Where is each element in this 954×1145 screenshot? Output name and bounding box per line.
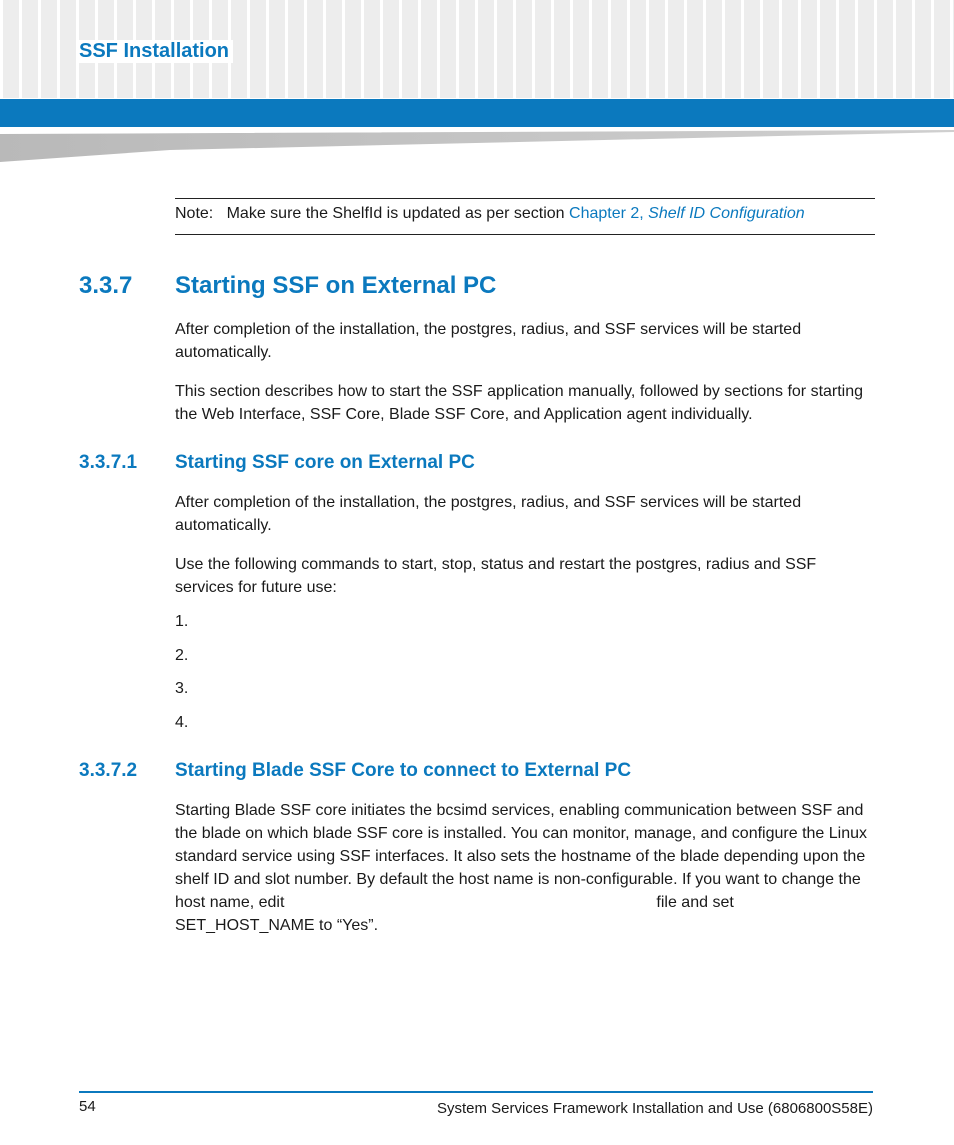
list-item-number: 1.	[175, 613, 189, 630]
footer-rule	[79, 1091, 873, 1093]
heading-3-3-7	[79, 272, 496, 300]
paragraph: This section describes how to start the SSF application manually, followed by sections for starting the Web Interface, SSF Core, Blade SSF Core, and Application agent individually.	[175, 383, 864, 423]
heading-number: 3.3.7.2	[79, 760, 138, 781]
page-number: 54	[79, 1098, 96, 1115]
list-item-number: 4.	[175, 714, 189, 731]
heading-number: 3.3.7.1	[79, 452, 138, 473]
heading-title: Starting Blade SSF Core to connect to External PC	[175, 760, 632, 781]
paragraph-body-end: SET_HOST_NAME to “Yes”.	[175, 917, 379, 934]
running-header-section: SSF Installation	[79, 40, 233, 63]
note-chapter-link[interactable]	[569, 205, 805, 222]
note-link-chapter: Chapter 2,	[569, 205, 649, 222]
header-blue-band	[0, 99, 954, 127]
paragraph	[175, 799, 875, 937]
list-item-number: 2.	[175, 647, 189, 664]
paragraph-body-after: file and set	[656, 894, 734, 911]
note-box	[175, 198, 875, 235]
paragraph-body: Starting Blade SSF core initiates the bcsimd services, enabling communication between SSF and the blade on which blade SSF core is installed. You can monitor, manage, and configure the Linux standard service using SSF interfaces. It also sets the hostname of the blade depending upon the shelf ID and slot number. By default the host name is non-configurable. If you want to change the host name, edit	[175, 802, 868, 911]
header-gray-wedge	[0, 130, 954, 162]
list-item-number: 3.	[175, 680, 189, 697]
paragraph: After completion of the installation, the postgres, radius, and SSF services will be started automatically.	[175, 321, 802, 361]
paragraph: Use the following commands to start, stop, status and restart the postgres, radius and SSF services for future use:	[175, 556, 817, 596]
heading-number: 3.3.7	[79, 272, 133, 299]
note-link-title: Shelf ID Configuration	[648, 205, 805, 222]
heading-title: Starting SSF core on External PC	[175, 452, 475, 473]
heading-3-3-7-1	[79, 452, 475, 474]
heading-title: Starting SSF on External PC	[175, 272, 497, 299]
note-prefix: Note:	[175, 205, 214, 222]
paragraph: After completion of the installation, the postgres, radius, and SSF services will be started automatically.	[175, 494, 802, 534]
note-text: Make sure the ShelfId is updated as per section	[226, 205, 570, 222]
heading-3-3-7-2	[79, 760, 631, 782]
footer-document-title: System Services Framework Installation and Use (6806800S58E)	[436, 1100, 873, 1117]
